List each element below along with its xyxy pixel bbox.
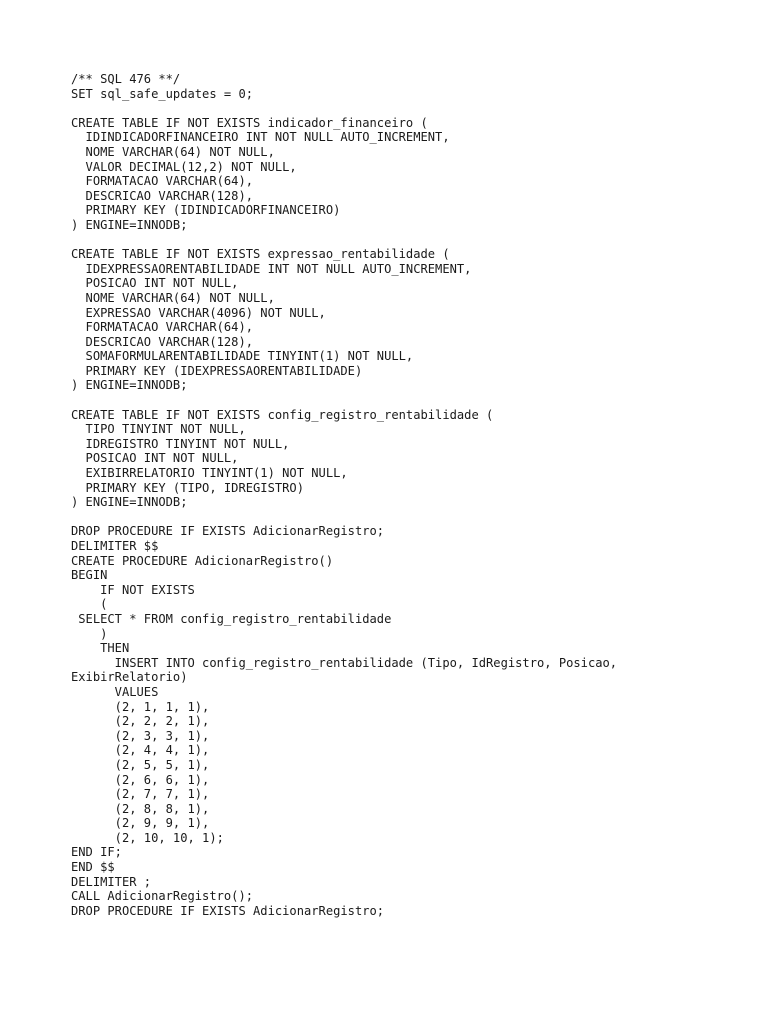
code-line: (2, 3, 3, 1), xyxy=(71,728,210,743)
code-line: POSICAO INT NOT NULL, xyxy=(71,451,239,466)
code-line: IDINDICADORFINANCEIRO INT NOT NULL AUTO_INCREMENT, xyxy=(71,130,450,145)
code-line: POSICAO INT NOT NULL, xyxy=(71,276,239,291)
code-line xyxy=(71,233,731,248)
code-line: (2, 1, 1, 1), xyxy=(71,699,210,714)
code-line: TIPO TINYINT NOT NULL, xyxy=(71,422,246,437)
code-line xyxy=(71,510,731,525)
code-line: /** SQL 476 **/ xyxy=(71,72,181,86)
code-line: CALL AdicionarRegistro(); xyxy=(71,889,254,904)
code-line: END $$ xyxy=(71,860,115,875)
code-line: NOME VARCHAR(64) NOT NULL, xyxy=(71,290,275,305)
code-line: SOMAFORMULARENTABILIDADE TINYINT(1) NOT NULL, xyxy=(71,349,414,364)
code-line: IDREGISTRO TINYINT NOT NULL, xyxy=(71,436,290,451)
code-line: (2, 7, 7, 1), xyxy=(71,787,210,802)
code-line: EXPRESSAO VARCHAR(4096) NOT NULL, xyxy=(71,305,326,320)
code-line: PRIMARY KEY (IDINDICADORFINANCEIRO) xyxy=(71,203,341,218)
code-line: (2, 6, 6, 1), xyxy=(71,772,210,787)
code-line: FORMATACAO VARCHAR(64), xyxy=(71,320,254,335)
code-line: DELIMITER $$ xyxy=(71,539,159,553)
code-line: SET sql_safe_updates = 0; xyxy=(71,86,254,101)
code-line: ExibirRelatorio) xyxy=(71,670,188,685)
code-line: VALOR DECIMAL(12,2) NOT NULL, xyxy=(71,159,297,174)
code-line: ) xyxy=(71,626,108,641)
sql-code-block xyxy=(71,72,731,918)
code-line: CREATE TABLE IF NOT EXISTS indicador_financeiro ( xyxy=(71,115,428,130)
code-line: IDEXPRESSAORENTABILIDADE INT NOT NULL AUTO_INCREMENT, xyxy=(71,261,472,276)
code-line xyxy=(71,393,731,408)
code-line xyxy=(71,101,731,116)
code-line: SELECT * FROM config_registro_rentabilidade xyxy=(71,611,392,626)
code-line: BEGIN xyxy=(71,568,108,583)
code-line: INSERT INTO config_registro_rentabilidade (Tipo, IdRegistro, Posicao, xyxy=(71,655,618,670)
code-line: THEN xyxy=(71,641,130,656)
code-line: (2, 8, 8, 1), xyxy=(71,801,210,816)
code-line: DESCRICAO VARCHAR(128), xyxy=(71,334,254,349)
code-line: ) ENGINE=INNODB; xyxy=(71,217,188,232)
code-line: PRIMARY KEY (TIPO, IDREGISTRO) xyxy=(71,480,304,495)
code-line: ) ENGINE=INNODB; xyxy=(71,495,188,510)
code-line: (2, 4, 4, 1), xyxy=(71,743,210,758)
code-line: ) ENGINE=INNODB; xyxy=(71,378,188,393)
code-line: END IF; xyxy=(71,845,122,860)
code-line: EXIBIRRELATORIO TINYINT(1) NOT NULL, xyxy=(71,466,348,481)
code-line: (2, 2, 2, 1), xyxy=(71,714,210,729)
code-line: PRIMARY KEY (IDEXPRESSAORENTABILIDADE) xyxy=(71,363,363,378)
code-line: CREATE TABLE IF NOT EXISTS config_registro_rentabilidade ( xyxy=(71,407,494,422)
code-line: (2, 9, 9, 1), xyxy=(71,816,210,831)
code-line: CREATE PROCEDURE AdicionarRegistro() xyxy=(71,553,334,568)
code-line: IF NOT EXISTS xyxy=(71,582,195,597)
code-line: DROP PROCEDURE IF EXISTS AdicionarRegistro; xyxy=(71,903,385,918)
code-line: ( xyxy=(71,597,108,612)
code-line: (2, 5, 5, 1), xyxy=(71,757,210,772)
code-line: FORMATACAO VARCHAR(64), xyxy=(71,174,254,189)
code-line: DELIMITER ; xyxy=(71,874,152,889)
code-line: CREATE TABLE IF NOT EXISTS expressao_rentabilidade ( xyxy=(71,247,450,262)
code-line: DESCRICAO VARCHAR(128), xyxy=(71,188,254,203)
code-line: VALUES xyxy=(71,684,159,699)
code-line: (2, 10, 10, 1); xyxy=(71,830,224,845)
code-line: NOME VARCHAR(64) NOT NULL, xyxy=(71,144,275,159)
code-line: DROP PROCEDURE IF EXISTS AdicionarRegistro; xyxy=(71,524,385,539)
